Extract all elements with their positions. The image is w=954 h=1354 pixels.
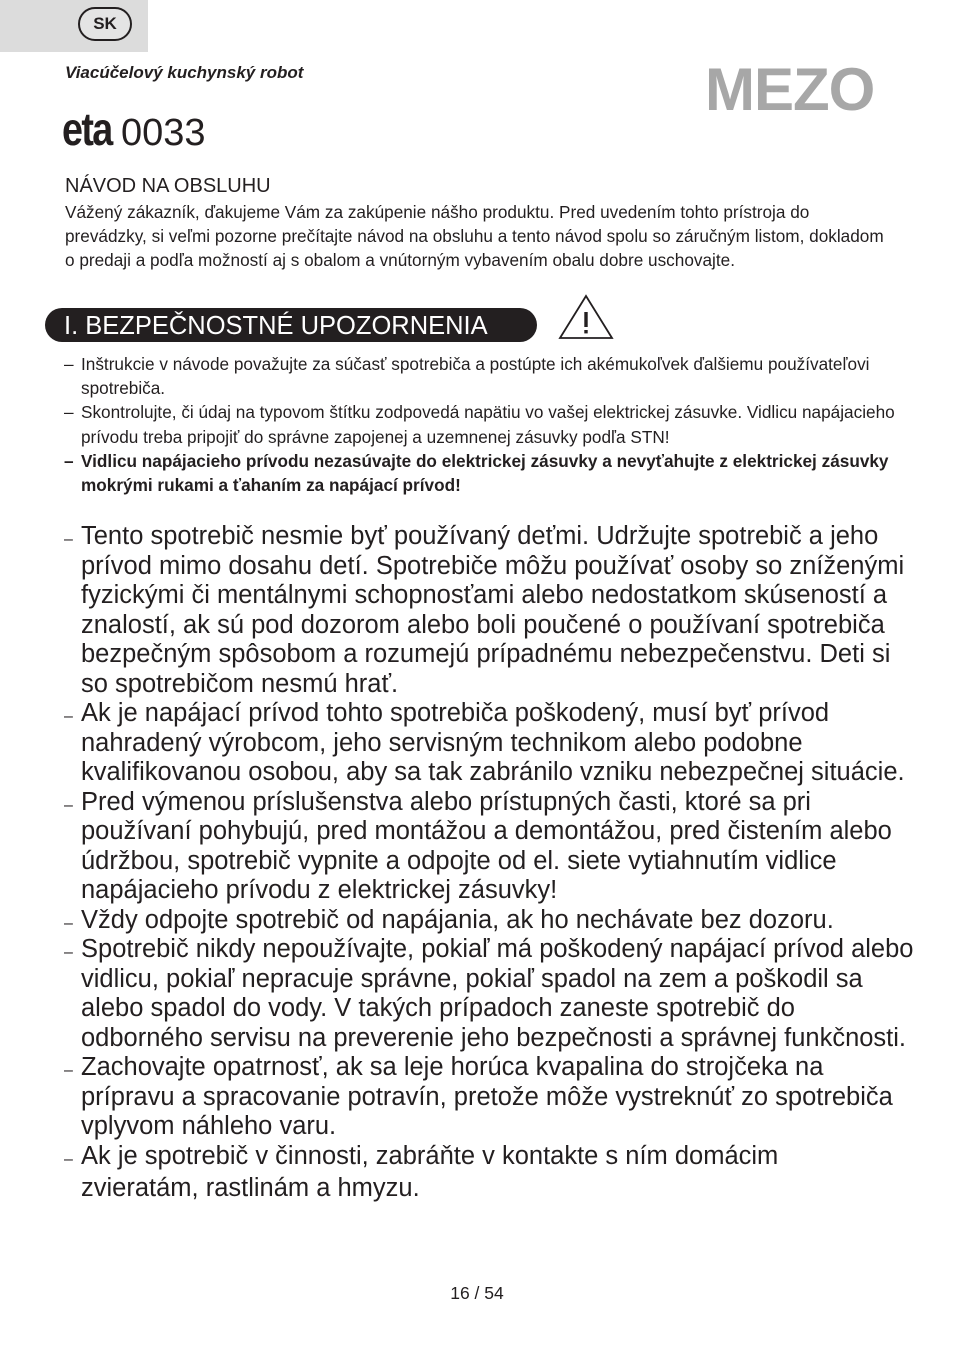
bullet-dash: –: [64, 1150, 73, 1168]
list-item: [64, 400, 924, 448]
bullet-dash: –: [64, 354, 74, 374]
list-item-text: Ak je spotrebič v činnosti, zabráňte v kontakte s ním domácim: [81, 1141, 779, 1170]
language-badge: SK: [78, 7, 132, 41]
bullet-dash: –: [64, 708, 73, 725]
bullet-dash: –: [64, 402, 74, 423]
list-item: [64, 352, 924, 400]
list-item-bold: [64, 449, 924, 497]
bullet-dash: –: [64, 1062, 73, 1079]
list-item-text: Zachovajte opatrnosť, ak sa leje horúca kvapalina do strojčeka na prípravu a spracovanie potravín, pretože môže vystreknúť zo spotrebiča vplyvom náhleho varu.: [81, 1053, 893, 1140]
list-item: [64, 1142, 924, 1204]
language-tab: [0, 0, 148, 52]
eta-logo: eta: [62, 103, 112, 155]
list-item: [64, 699, 924, 788]
list-item-text: Spotrebič nikdy nepoužívajte, pokiaľ má poškodený napájací prívod alebo vidlicu, pokiaľ nepracuje správne, pokiaľ spadol na zem a poškodil sa alebo spadol do vody. V takých prípadoch zaneste spotrebič do odborného servisu na preverenie jeho bezpečnosti a správnej funkčnosti.: [81, 935, 914, 1052]
bullet-dash: –: [64, 531, 73, 548]
safety-list-small: [64, 352, 924, 497]
list-item: [64, 935, 924, 1053]
list-item-text: Pred výmenou príslušenstva alebo prístupných časti, ktoré sa pri používaní pohybujú, pred montážou a demontážou, pred čistením alebo údržbou, spotrebič vypnite a odpojte od el. siete vytiahnutím vidlice napájacieho prívodu z elektrickej zásuvky!: [81, 787, 892, 904]
list-item: [64, 906, 924, 936]
list-item: [64, 788, 924, 906]
brand-logo: MEZO: [705, 56, 875, 123]
product-subtitle: Viacúčelový kuchynský robot: [65, 63, 304, 82]
list-item-text: Tento spotrebič nesmie byť používaný deťmi. Udržujte spotrebič a jeho prívod mimo dosahu detí. Spotrebiče môžu používať osoby so zníženými fyzickými či mentálnymi schopnosťami alebo nedostatkom skúseností a znalostí, ak sú pod dozorom alebo boli poučené o používaní spotrebiča bezpečným spôsobom a rozumejú prípadnému nebezpečenstvu. Deti si so spotrebičom nesmú hrať.: [81, 522, 905, 698]
list-item-text: Vidlicu napájacieho prívodu nezasúvajte do elektrickej zásuvky a nevyťahujte z elektrickej zásuvky mokrými rukami a ťahaním za napájací prívod!: [81, 450, 889, 496]
list-item: [64, 1053, 924, 1142]
list-item-text: Inštrukcie v návode považujte za súčasť spotrebiča a postúpte ich akémukoľvek ďalšiemu používateľovi spotrebiča.: [81, 354, 870, 399]
section-title: I. BEZPEČNOSTNÉ UPOZORNENIA: [64, 312, 488, 340]
list-item-text: Vždy odpojte spotrebič od napájania, ak ho nechávate bez dozoru.: [81, 905, 834, 934]
list-item-text: Skontrolujte, či údaj na typovom štítku zodpovedá napätiu vo vašej elektrickej zásuvke. Vidlicu napájacieho prívodu treba pripojiť do správne zapojenej a uzemnenej zásuvky podľa STN!: [81, 402, 895, 447]
list-item-text: Ak je napájací prívod tohto spotrebiča poškodený, musí byť prívod nahradený výrobcom, jeho servisným technikom alebo podobne kvalifikovanou osobou, aby sa tak zabránilo vzniku nebezpečnej situácie.: [81, 699, 905, 786]
model-number: 0033: [120, 112, 206, 154]
manual-title: NÁVOD NA OBSLUHU: [65, 175, 271, 197]
bullet-dash: –: [64, 450, 74, 471]
list-item: [64, 522, 924, 699]
warning-triangle-icon: [558, 294, 614, 342]
intro-paragraph: Vážený zákazník, ďakujeme Vám za zakúpenie nášho produktu. Pred uvedením tohto prístroja do prevádzky, si veľmi pozorne prečítajte návod na obsluhu a tento návod spolu so záručným listom, dokladom o predaji a podľa možností aj s obalom a vnútorným vybavením obalu dobre uschovajte.: [65, 202, 884, 271]
page-number: 16 / 54: [450, 1283, 504, 1303]
bullet-dash: –: [64, 914, 73, 932]
safety-list-large: [64, 522, 924, 1204]
bullet-dash: –: [64, 796, 73, 814]
list-item-text: zvieratám, rastlinám a hmyzu.: [81, 1174, 420, 1202]
model-title: [62, 103, 206, 155]
bullet-dash: –: [64, 944, 73, 961]
